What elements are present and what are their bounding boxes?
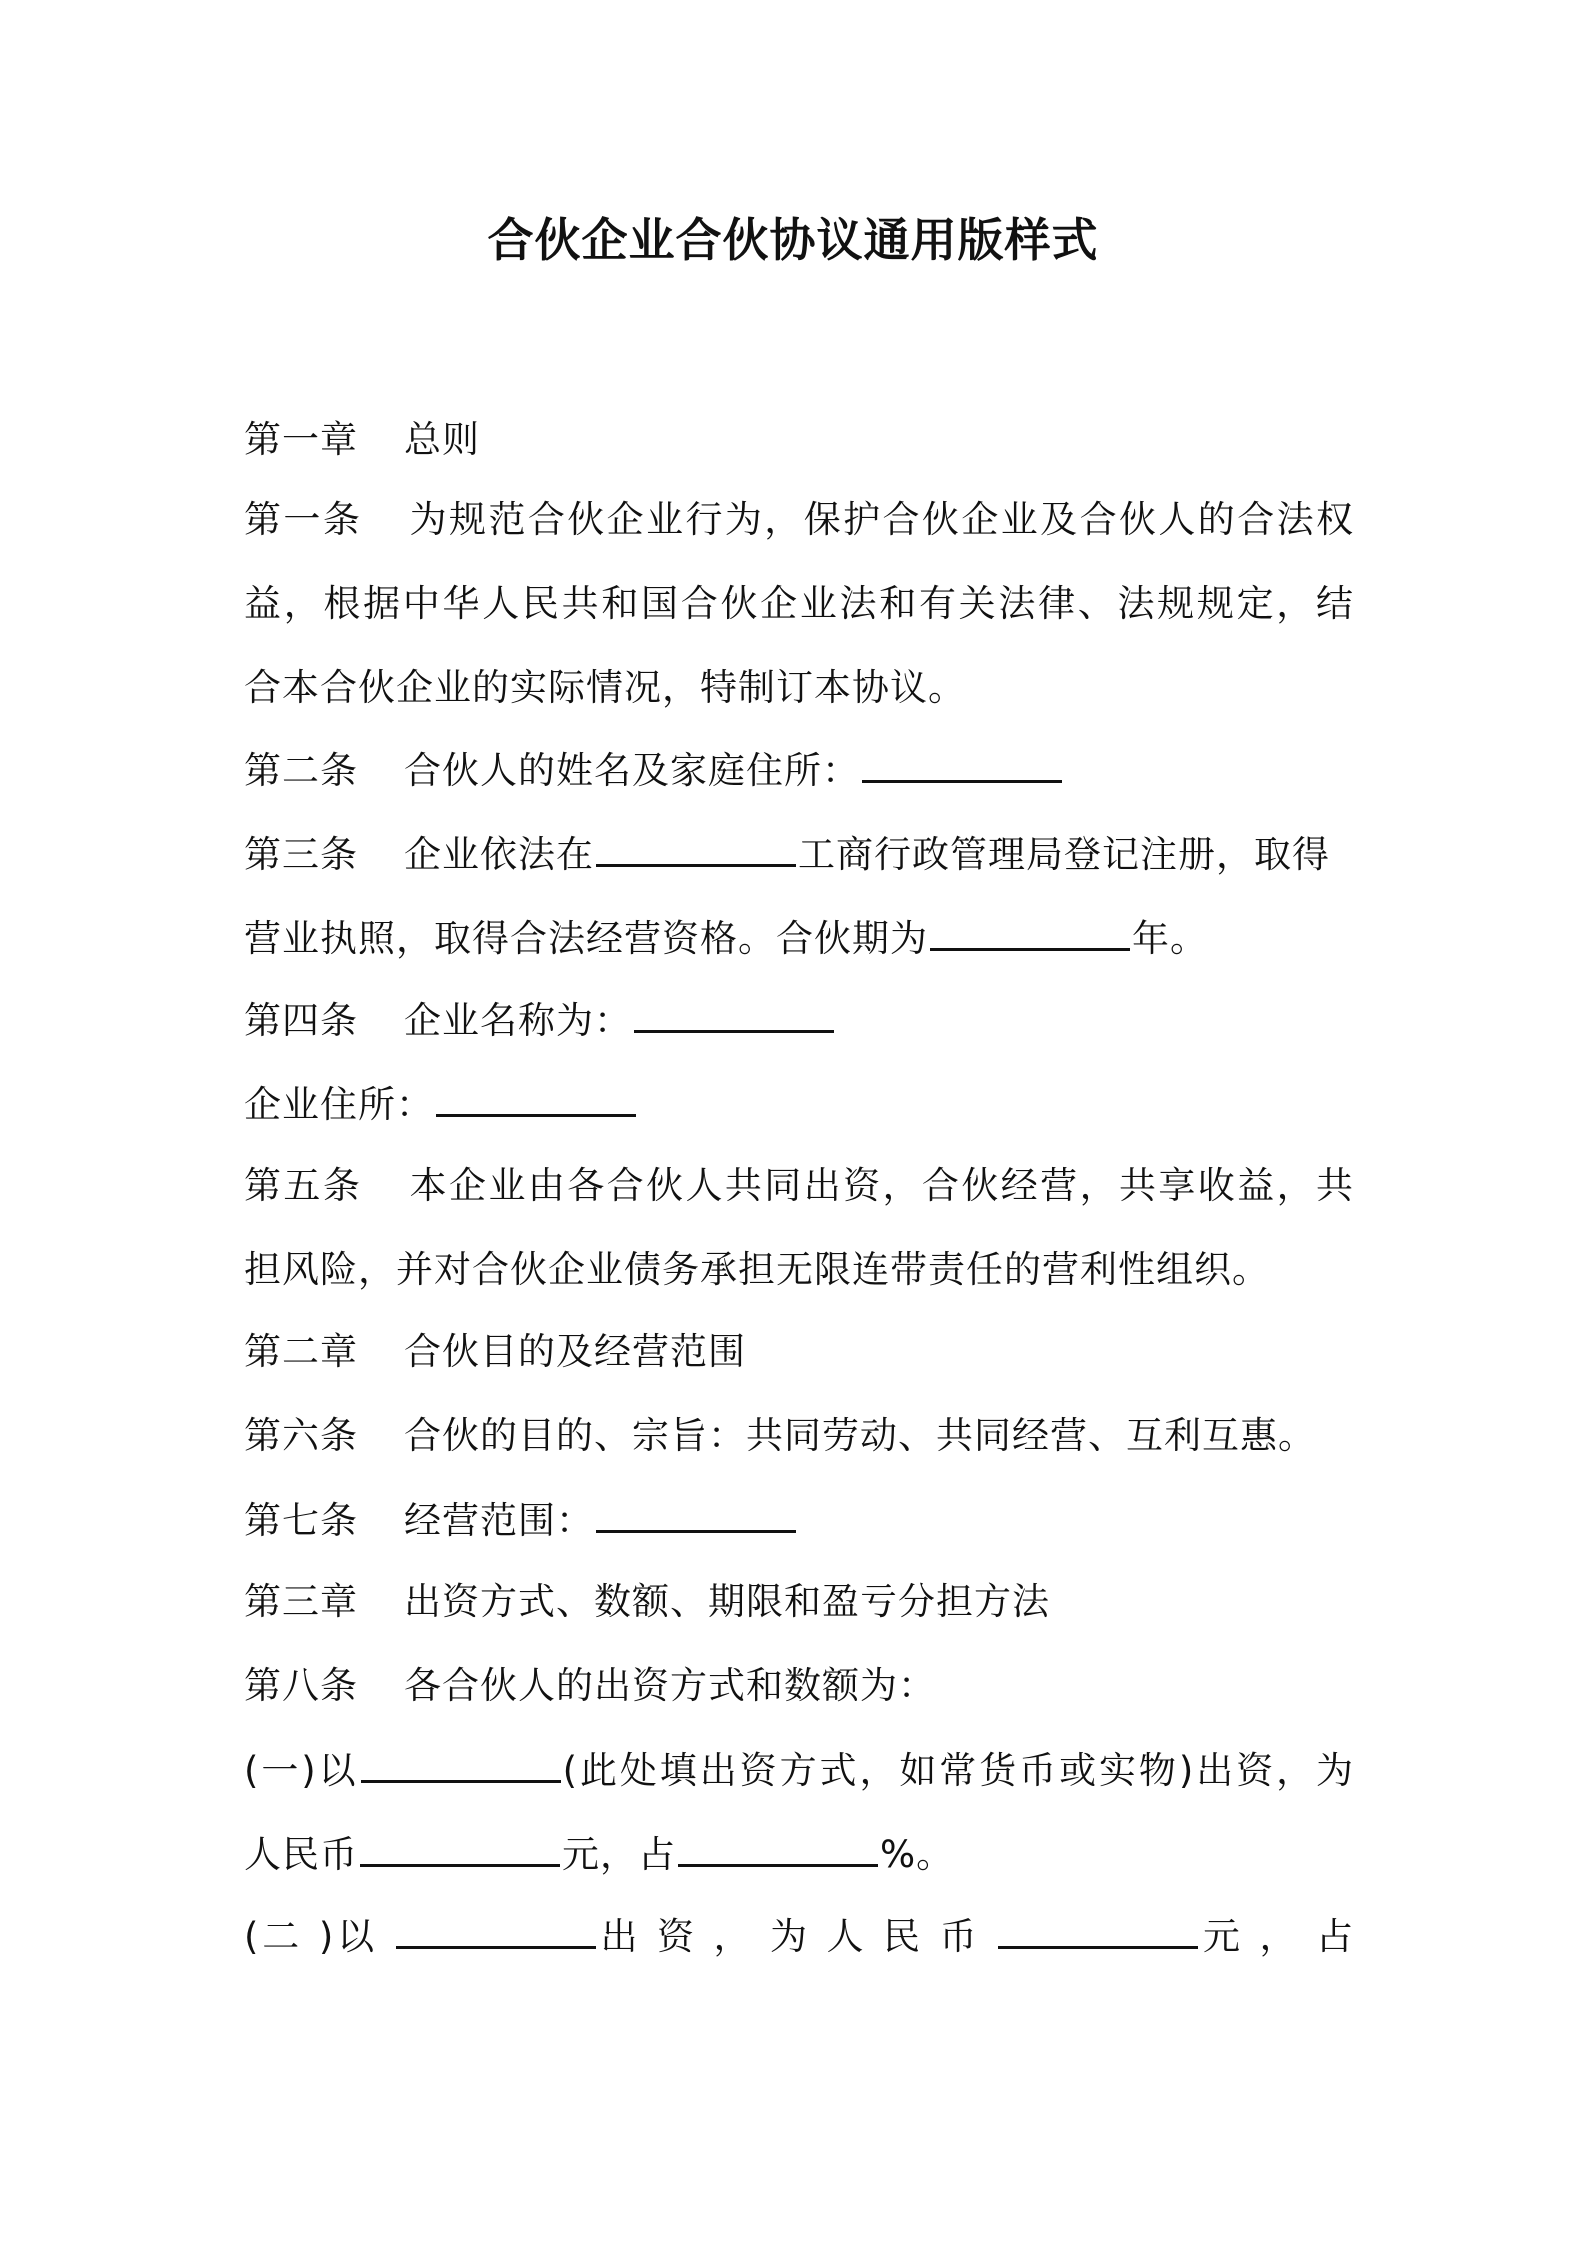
- article-3-line-2: [244, 912, 1354, 965]
- article-6: [244, 1410, 1354, 1462]
- article-label: 第八条: [244, 1664, 358, 1707]
- article-4: [244, 994, 1354, 1047]
- article-8: [244, 1660, 1354, 1712]
- item-text: 元 ， 占: [1200, 1915, 1354, 1958]
- article-text: 为规范合伙企业行为，保护合伙企业及合伙人的合法权: [408, 498, 1355, 541]
- chapter-title: 合伙目的及经营范围: [404, 1330, 746, 1373]
- article-3-line-1: [244, 828, 1354, 881]
- item-text: (此处填出资方式，如常货币或实物)出资，为: [562, 1749, 1355, 1792]
- article-7: [244, 1494, 1354, 1547]
- article-5-line-1: [244, 1160, 1354, 1212]
- article-label: 第二条: [244, 749, 358, 792]
- article-text: 经营范围：: [404, 1499, 594, 1542]
- article-label: 第四条: [244, 999, 358, 1042]
- article-text: 担风险，并对合伙企业债务承担无限连带责任的营利性组织。: [244, 1248, 1270, 1291]
- chapter-title: 出资方式、数额、期限和盈亏分担方法: [404, 1580, 1050, 1623]
- article-label: 第三条: [244, 833, 358, 876]
- article-1-line-2: [244, 578, 1354, 630]
- article-text: 本企业由各合伙人共同出资，合伙经营，共享收益，共: [408, 1164, 1355, 1207]
- article-label: 第五条: [244, 1164, 363, 1207]
- article-text: 合伙的目的、宗旨：共同劳动、共同经营、互利互惠。: [404, 1414, 1316, 1457]
- document-title: 合伙企业合伙协议通用版样式: [487, 213, 1099, 267]
- chapter-title: 总则: [404, 418, 480, 461]
- chapter-1-heading: [244, 414, 1354, 466]
- article-label: 第六条: [244, 1414, 358, 1457]
- fill-blank[interactable]: [862, 744, 1062, 783]
- chapter-3-heading: [244, 1576, 1354, 1628]
- article-2: [244, 744, 1354, 797]
- chapter-2-heading: [244, 1326, 1354, 1378]
- contribution-item-2-line-1: [244, 1910, 1354, 1963]
- fill-blank[interactable]: [361, 1744, 561, 1783]
- fill-blank[interactable]: [998, 1910, 1198, 1949]
- contribution-item-1-line-1: [244, 1744, 1354, 1797]
- fill-blank[interactable]: [678, 1828, 878, 1867]
- article-label: 第一条: [244, 498, 363, 541]
- article-text: 益，根据中华人民共和国合伙企业法和有关法律、法规规定，结: [244, 582, 1354, 625]
- article-text: 营业执照，取得合法经营资格。合伙期为: [244, 917, 928, 960]
- fill-blank[interactable]: [596, 828, 796, 867]
- article-1-line-1: [244, 494, 1354, 546]
- fill-blank[interactable]: [634, 994, 834, 1033]
- item-text: 人民币: [244, 1833, 358, 1876]
- fill-blank[interactable]: [596, 1494, 796, 1533]
- item-text: 元，占: [562, 1833, 676, 1876]
- chapter-label: 第三章: [244, 1580, 358, 1623]
- item-text: (二 )以: [244, 1915, 394, 1958]
- fill-blank[interactable]: [930, 912, 1130, 951]
- article-text: 年。: [1132, 917, 1208, 960]
- item-text: %。: [880, 1833, 955, 1876]
- article-text: 合本合伙企业的实际情况，特制订本协议。: [244, 666, 966, 709]
- article-1-line-3: [244, 662, 1354, 714]
- article-text: 合伙人的姓名及家庭住所：: [404, 749, 860, 792]
- article-text: 企业名称为：: [404, 999, 632, 1042]
- enterprise-address: [244, 1078, 1354, 1131]
- fill-blank[interactable]: [436, 1078, 636, 1117]
- article-5-line-2: [244, 1244, 1354, 1296]
- article-text: 企业住所：: [244, 1083, 434, 1126]
- article-text: 企业依法在: [404, 833, 594, 876]
- chapter-label: 第二章: [244, 1330, 358, 1373]
- contribution-item-1-line-2: [244, 1828, 1354, 1881]
- fill-blank[interactable]: [360, 1828, 560, 1867]
- item-text: (一)以: [244, 1749, 359, 1792]
- article-text: 各合伙人的出资方式和数额为：: [404, 1664, 936, 1707]
- fill-blank[interactable]: [396, 1910, 596, 1949]
- chapter-label: 第一章: [244, 418, 358, 461]
- item-text: 出 资 ， 为 人 民 币: [597, 1915, 997, 1958]
- article-text: 工商行政管理局登记注册，取得: [798, 833, 1330, 876]
- article-label: 第七条: [244, 1499, 358, 1542]
